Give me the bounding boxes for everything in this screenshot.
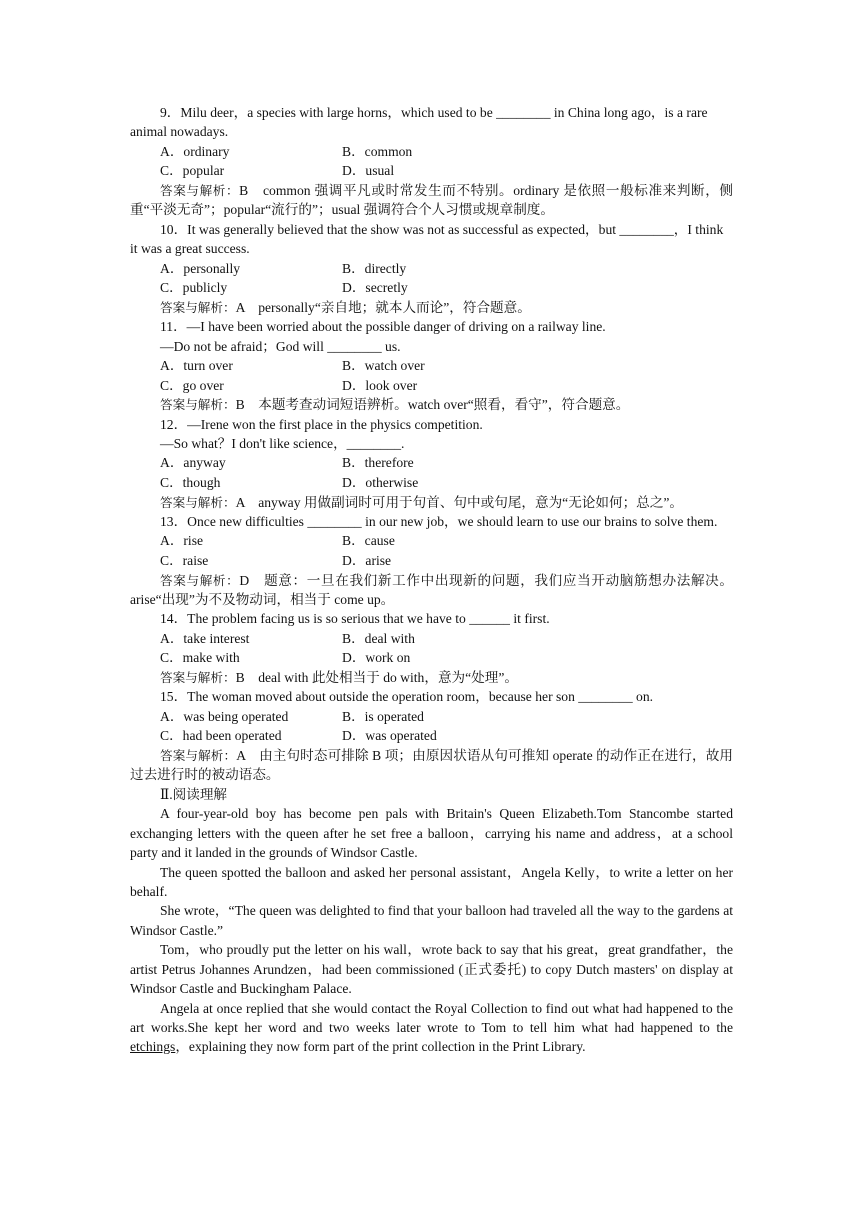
- question-9-stem: 9．Milu deer，a species with large horns，which used to be ________ in China long ago，is a rare animal nowadays.: [130, 105, 708, 140]
- question-12-stem-reply: —So what？I don't like science，________.: [160, 436, 405, 452]
- option-b: B．watch over: [342, 358, 425, 374]
- answer-text: B 本题考查动词短语辨析。watch over“照看，看守”，符合题意。: [235, 397, 630, 413]
- option-c: C．go over: [160, 377, 224, 393]
- answer-label: 答案与解析：: [160, 670, 236, 686]
- passage-paragraph-5-start: Angela at once replied that she would contact the Royal Collection to find out what had happened to the art works.She kept her word and two weeks later wrote to Tom to tell him what had happened to the: [130, 1000, 733, 1035]
- option-b: B．common: [342, 143, 413, 159]
- question-14-answer: [130, 668, 733, 687]
- option-d: D．look over: [342, 377, 418, 393]
- option-b: B．cause: [342, 533, 395, 549]
- option-d: D．usual: [342, 163, 395, 179]
- answer-label: 答案与解析：: [160, 299, 236, 315]
- option-d: D．otherwise: [342, 475, 419, 491]
- question-15-stem: 15．The woman moved about outside the operation room，because her son ________ on.: [160, 689, 654, 705]
- passage-paragraph-5-end: ，explaining they now form part of the print collection in the Print Library.: [175, 1039, 586, 1055]
- option-c: C．though: [160, 475, 221, 491]
- passage-paragraph-3: She wrote，“The queen was delighted to find that your balloon had traveled all the way to the gardens at Windsor Castle.”: [130, 903, 733, 938]
- question-13-answer: [130, 571, 733, 610]
- option-d: D．secretly: [342, 280, 408, 296]
- question-9-options-row1: [130, 142, 733, 162]
- option-d: D．arise: [342, 553, 392, 569]
- question-12-options-row2: [130, 473, 733, 493]
- question-15-answer: [130, 746, 733, 785]
- answer-label: 答案与解析：: [160, 183, 240, 198]
- option-c: C．make with: [160, 650, 240, 666]
- option-a: A．anyway: [160, 455, 226, 471]
- answer-label: 答案与解析：: [160, 494, 236, 510]
- question-9-options-row2: [130, 161, 733, 181]
- option-d: D．work on: [342, 650, 411, 666]
- option-a: A．ordinary: [160, 143, 230, 159]
- answer-text: A 由主句时态可排除 B 项；由原因状语从句可推知 operate 的动作正在进行，故用过去进行时的被动语态。: [130, 748, 734, 783]
- option-b: B．directly: [342, 260, 407, 276]
- answer-text: B deal with 此处相当于 do with，意为“处理”。: [235, 670, 518, 686]
- option-c: C．raise: [160, 553, 209, 569]
- option-c: C．publicly: [160, 280, 228, 296]
- passage-paragraph-1: A four-year-old boy has become pen pals with Britain's Queen Elizabeth.Tom Stancombe started exchanging letters with the queen after he set free a balloon，carrying his name and address，at a school party and it landed in the grounds of Windsor Castle.: [130, 806, 733, 861]
- question-11-answer: [130, 395, 733, 414]
- question-10-options-row2: [130, 278, 733, 298]
- question-10-options-row1: [130, 259, 733, 279]
- question-15-options-row1: [130, 707, 733, 727]
- question-10-stem: 10．It was generally believed that the show was not as successful as expected，but ________，I think it was a great success.: [130, 221, 724, 257]
- question-9-answer: [130, 181, 733, 220]
- option-c: C．popular: [160, 163, 225, 179]
- option-a: A．personally: [160, 260, 241, 276]
- option-b: B．deal with: [342, 630, 415, 646]
- section-title: Ⅱ.阅读理解: [160, 786, 228, 802]
- question-11-stem-reply: —Do not be afraid；God will ________ us.: [160, 338, 401, 354]
- option-b: B．therefore: [342, 455, 414, 471]
- question-13-options-row2: [130, 551, 733, 571]
- answer-label: 答案与解析：: [160, 397, 236, 413]
- passage-paragraph-5: [130, 999, 733, 1057]
- document-page: [130, 103, 733, 1057]
- answer-text: A personally“亲自地；就本人而论”，符合题意。: [235, 299, 531, 315]
- question-11-options-row1: [130, 356, 733, 376]
- option-a: A．rise: [160, 533, 204, 549]
- option-a: A．turn over: [160, 358, 233, 374]
- underlined-word: etchings: [130, 1039, 176, 1055]
- question-13-options-row1: [130, 531, 733, 551]
- answer-text: B common 强调平凡或时常发生而不特别。ordinary 是依照一般标准来判断，侧重“平淡无奇”；popular“流行的”；usual 强调符合个人习惯或规章制度。: [130, 183, 733, 218]
- passage-paragraph-2: The queen spotted the balloon and asked her personal assistant，Angela Kelly，to write a letter on her behalf.: [130, 864, 733, 900]
- question-14-stem: 14．The problem facing us is so serious that we have to ______ it first.: [160, 611, 550, 627]
- option-a: A．was being operated: [160, 708, 289, 724]
- option-a: A．take interest: [160, 630, 250, 646]
- answer-label: 答案与解析：: [160, 748, 237, 764]
- question-12-stem: 12．—Irene won the first place in the physics competition.: [160, 416, 483, 432]
- question-10-answer: [130, 298, 733, 317]
- question-12-options-row1: [130, 453, 733, 473]
- passage-paragraph-4: Tom，who proudly put the letter on his wall，wrote back to say that his great，great grandfather，the artist Petrus Johannes Arundzen，had been commissioned (正式委托) to copy Dutch masters' on display at Windsor Castle and Buckingham Palace.: [130, 942, 733, 997]
- question-11-options-row2: [130, 376, 733, 396]
- question-11-stem: 11．—I have been worried about the possible danger of driving on a railway line.: [160, 319, 606, 335]
- option-b: B．is operated: [342, 708, 424, 724]
- question-13-stem: 13．Once new difficulties ________ in our new job，we should learn to use our brains to solve them.: [160, 514, 718, 530]
- question-14-options-row1: [130, 629, 733, 649]
- answer-label: 答案与解析：: [160, 572, 240, 588]
- question-12-answer: [130, 493, 733, 512]
- answer-text: A anyway 用做副词时可用于句首、句中或句尾，意为“无论如何；总之”。: [235, 494, 683, 510]
- option-d: D．was operated: [342, 728, 437, 744]
- option-c: C．had been operated: [160, 728, 282, 744]
- question-15-options-row2: [130, 726, 733, 746]
- question-14-options-row2: [130, 648, 733, 668]
- answer-text: D 题意：一旦在我们新工作中出现新的问题，我们应当开动脑筋想办法解决。arise“出现”为不及物动词，相当于 come up。: [130, 572, 734, 608]
